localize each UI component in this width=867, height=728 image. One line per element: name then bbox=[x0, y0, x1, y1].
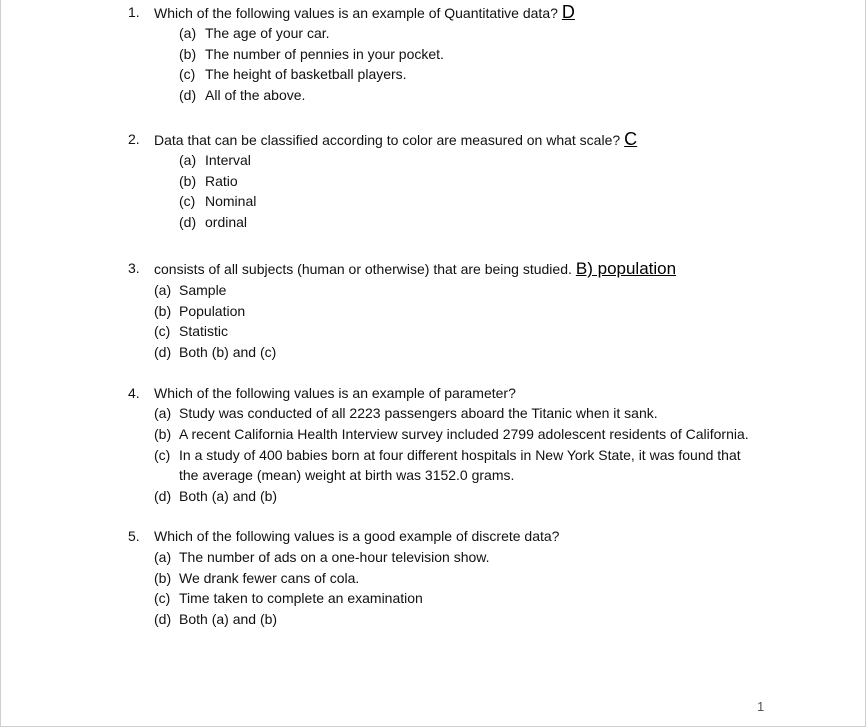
option-label: (c) bbox=[179, 193, 196, 209]
option-text: Interval bbox=[205, 152, 251, 168]
option-b bbox=[1, 171, 867, 192]
option-label: (b) bbox=[179, 173, 197, 189]
option-text: In a study of 400 babies born at four different hospitals in New York State, it was found that bbox=[179, 447, 741, 463]
option-label: (a) bbox=[154, 282, 172, 298]
option-text: Time taken to complete an examination bbox=[179, 590, 423, 606]
question-number: 2. bbox=[128, 131, 140, 147]
option-label: (d) bbox=[179, 87, 197, 103]
option-text: Statistic bbox=[179, 323, 229, 339]
option-label: (c) bbox=[179, 66, 196, 82]
option-label: (b) bbox=[154, 570, 172, 586]
option-label: (d) bbox=[154, 344, 172, 360]
question-text: Which of the following values is an example of parameter? bbox=[154, 385, 516, 401]
option-a bbox=[1, 150, 867, 171]
question-text: Which of the following values is an example of Quantitative data? D bbox=[154, 2, 575, 22]
option-b bbox=[1, 301, 867, 322]
option-a bbox=[1, 547, 867, 568]
option-a bbox=[1, 403, 867, 424]
option-b bbox=[1, 568, 867, 589]
option-text: We drank fewer cans of cola. bbox=[179, 570, 360, 586]
option-d bbox=[1, 212, 867, 233]
option-text: The number of pennies in your pocket. bbox=[205, 46, 444, 62]
question-number: 5. bbox=[128, 528, 140, 544]
option-text-continued: the average (mean) weight at birth was 3152.0 grams. bbox=[179, 467, 515, 483]
option-d bbox=[1, 609, 867, 630]
option-text: A recent California Health Interview survey included 2799 adolescent residents of California. bbox=[179, 426, 749, 442]
option-text: All of the above. bbox=[205, 87, 306, 103]
option-c bbox=[1, 321, 867, 342]
option-label: (a) bbox=[179, 152, 197, 168]
option-label: (a) bbox=[154, 405, 172, 421]
option-label: (c) bbox=[154, 323, 171, 339]
option-text: ordinal bbox=[205, 214, 248, 230]
option-label: (a) bbox=[179, 25, 197, 41]
option-c-continued bbox=[1, 465, 867, 486]
option-label: (c) bbox=[154, 590, 171, 606]
option-label: (b) bbox=[154, 426, 172, 442]
option-c bbox=[1, 191, 867, 212]
option-c bbox=[1, 64, 867, 85]
option-label: (b) bbox=[179, 46, 197, 62]
option-text: The height of basketball players. bbox=[205, 66, 407, 82]
option-c bbox=[1, 445, 867, 466]
answer-mark: D bbox=[561, 2, 575, 22]
question-number: 3. bbox=[128, 260, 140, 276]
option-text: Both (a) and (b) bbox=[179, 488, 278, 504]
option-text: Population bbox=[179, 303, 246, 319]
option-c bbox=[1, 588, 867, 609]
question-number: 1. bbox=[128, 4, 140, 20]
option-b bbox=[1, 44, 867, 65]
option-text: Study was conducted of all 2223 passengers aboard the Titanic when it sank. bbox=[179, 405, 658, 421]
option-a bbox=[1, 23, 867, 44]
option-a bbox=[1, 280, 867, 301]
question-text: Data that can be classified according to color are measured on what scale? C bbox=[154, 129, 638, 149]
answer-mark: B) population bbox=[575, 259, 677, 278]
option-b bbox=[1, 424, 867, 445]
option-text: Both (a) and (b) bbox=[179, 611, 278, 627]
option-label: (d) bbox=[154, 488, 172, 504]
option-d bbox=[1, 486, 867, 507]
option-text: Both (b) and (c) bbox=[179, 344, 277, 360]
option-text: Nominal bbox=[205, 193, 257, 209]
option-label: (c) bbox=[154, 447, 171, 463]
question-text: consists of all subjects (human or otherwise) that are being studied. B) population bbox=[154, 259, 677, 278]
option-label: (d) bbox=[179, 214, 197, 230]
option-text: Ratio bbox=[205, 173, 238, 189]
page-number: 1 bbox=[757, 699, 765, 714]
option-label: (d) bbox=[154, 611, 172, 627]
option-text: The number of ads on a one-hour television show. bbox=[179, 549, 490, 565]
option-label: (a) bbox=[154, 549, 172, 565]
option-d bbox=[1, 342, 867, 363]
option-d bbox=[1, 85, 867, 106]
question-text: Which of the following values is a good example of discrete data? bbox=[154, 528, 560, 544]
option-text: The age of your car. bbox=[205, 25, 330, 41]
question-number: 4. bbox=[128, 385, 140, 401]
option-label: (b) bbox=[154, 303, 172, 319]
answer-mark: C bbox=[624, 129, 638, 149]
option-text: Sample bbox=[179, 282, 227, 298]
